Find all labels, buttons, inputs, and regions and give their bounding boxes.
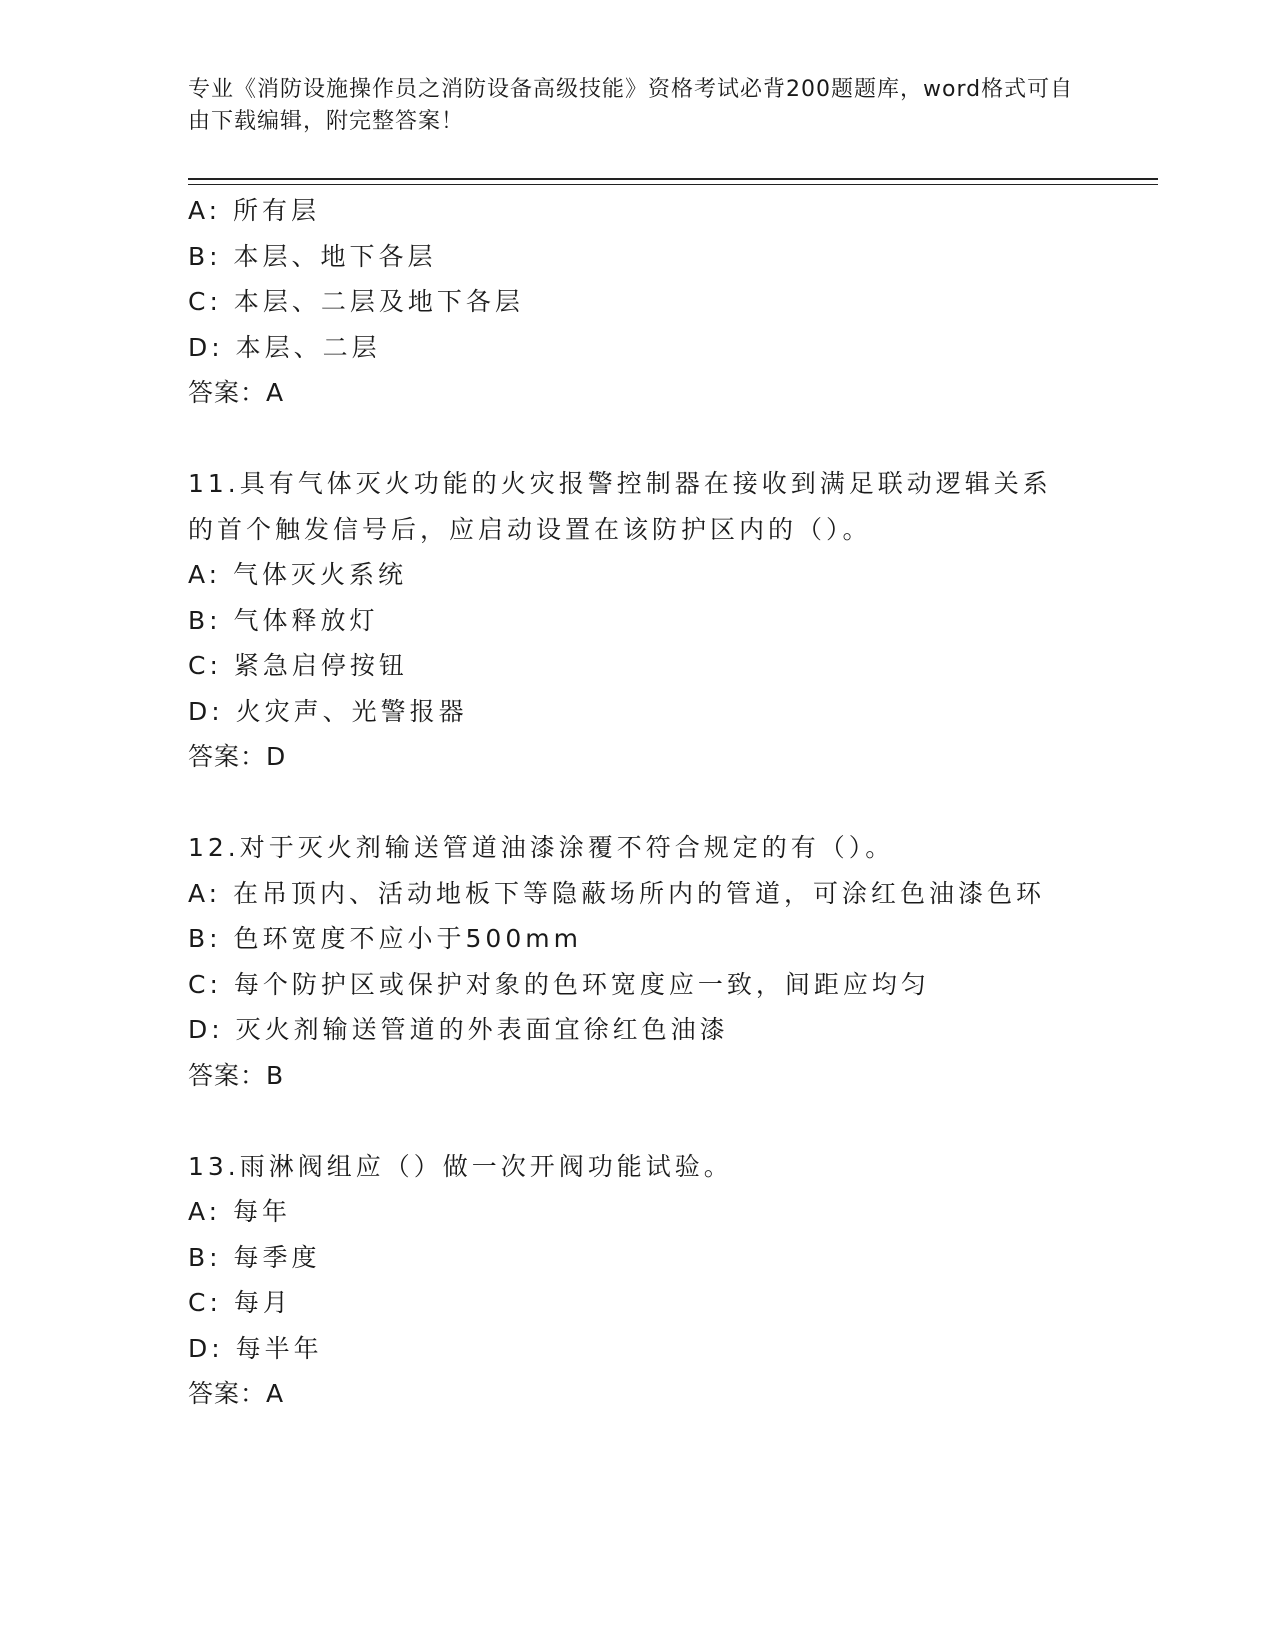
document-header: 专业《消防设施操作员之消防设备高级技能》资格考试必背200题题库，word格式可自由下载编辑，附完整答案！ bbox=[188, 77, 1074, 134]
answer-line: 答案：B bbox=[188, 1060, 285, 1090]
option-a: A: 每年 bbox=[188, 1197, 292, 1226]
question-block-12 bbox=[188, 825, 1148, 1098]
option-d: D: 灭火剂输送管道的外表面宜徐红色油漆 bbox=[188, 1015, 729, 1044]
question-text: 12.对于灭火剂输送管道油漆涂覆不符合规定的有（）。 bbox=[188, 833, 895, 862]
question-list bbox=[188, 188, 1148, 1417]
answer-line: 答案：A bbox=[188, 1379, 285, 1408]
option-d: D: 本层、二层 bbox=[188, 332, 381, 362]
option-a: A: 气体灭火系统 bbox=[188, 560, 408, 589]
option-c: C: 本层、二层及地下各层 bbox=[188, 287, 524, 316]
option-c: C: 每个防护区或保护对象的色环宽度应一致，间距应均匀 bbox=[188, 969, 930, 999]
spacer bbox=[188, 1098, 1148, 1144]
question-block-13 bbox=[188, 1144, 1148, 1417]
question-text: 13.雨淋阀组应（）做一次开阀功能试验。 bbox=[188, 1151, 733, 1181]
question-block-10 bbox=[188, 188, 1148, 416]
option-b: B: 色环宽度不应小于500mm bbox=[188, 924, 582, 953]
question-block-11 bbox=[188, 461, 1148, 780]
option-d: D: 火灾声、光警报器 bbox=[188, 696, 468, 726]
spacer bbox=[188, 416, 1148, 462]
header-rule-thin bbox=[188, 184, 1158, 185]
option-c: C: 每月 bbox=[188, 1288, 292, 1317]
spacer bbox=[188, 780, 1148, 826]
option-a: A: 在吊顶内、活动地板下等隐蔽场所内的管道，可涂红色油漆色环 bbox=[188, 878, 1046, 908]
header-rule-thick bbox=[188, 178, 1158, 180]
option-b: B: 每季度 bbox=[188, 1242, 321, 1272]
question-text: 11.具有气体灭火功能的火灾报警控制器在接收到满足联动逻辑关系的首个触发信号后，应启动设置在该防护区内的（）。 bbox=[188, 469, 1052, 544]
option-c: C: 紧急启停按钮 bbox=[188, 651, 408, 680]
option-a: A: 所有层 bbox=[188, 196, 321, 225]
answer-line: 答案：D bbox=[188, 742, 287, 771]
option-d: D: 每半年 bbox=[188, 1333, 323, 1363]
option-b: B: 气体释放灯 bbox=[188, 605, 379, 635]
option-b: B: 本层、地下各层 bbox=[188, 241, 437, 271]
answer-line: 答案：A bbox=[188, 378, 285, 407]
